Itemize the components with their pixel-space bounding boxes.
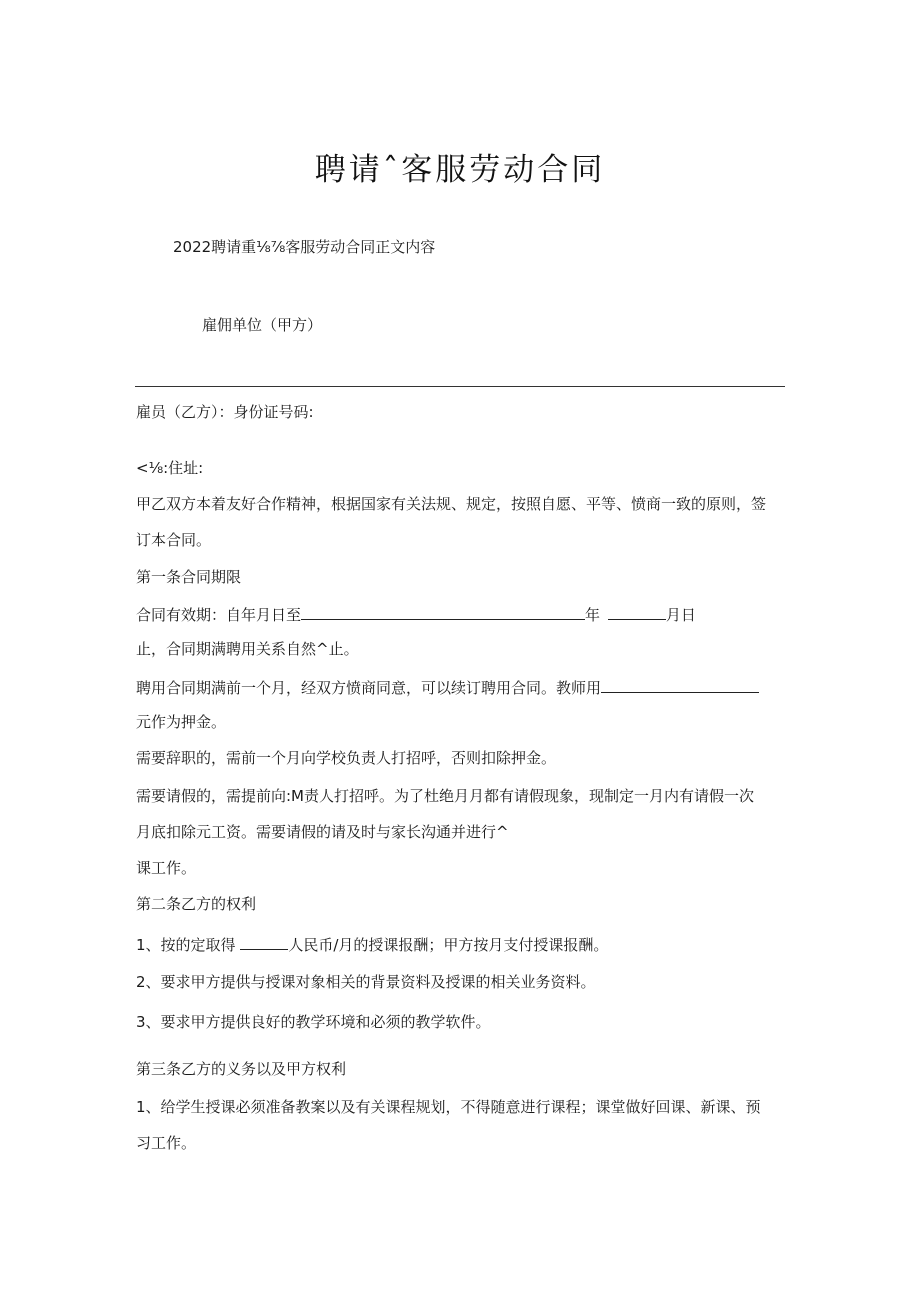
renewal-text: 聘用合同期满前一个月，经双方愤商同意，可以续订聘用合同。教师用 (136, 679, 602, 697)
resignation-line: 需要辞职的，需前一个月向学校负责人打招呼，否则扣除押金。 (136, 749, 557, 767)
employer-label: 雇佣单位（甲方） (202, 316, 323, 334)
deposit-line: 元作为押金。 (136, 713, 227, 731)
term-prefix: 合同有效期：自年月日至 (136, 606, 302, 624)
right-item-3: 3、要求甲方提供良好的教学环境和必须的教学软件。 (136, 1013, 491, 1031)
address-line: <⅛:住址: (136, 459, 204, 477)
employee-id-line: 雇员（乙方）：身份证号码: (136, 403, 314, 421)
duty-item-1-line1: 1、给学生授课必须准备教案以及有关课程规划，不得随意进行课程；课堂做好回课、新课、预 (136, 1098, 761, 1116)
leave-line3: 课工作。 (136, 859, 197, 877)
intro-paragraph-line1: 甲乙双方本着友好合作精神，根据国家有关法规、规定，按照自愿、平等、愤商一致的原则，签 (136, 495, 767, 513)
leave-line2: 月底扣除元工资。需要请假的请及时与家长沟通并进行^ (136, 823, 509, 841)
renewal-line (136, 676, 759, 698)
right-item-1 (136, 933, 608, 955)
term-end-line: 止，合同期满聘用关系自然^止。 (136, 640, 359, 658)
article1-heading: 第一条合同期限 (136, 568, 242, 586)
employer-name-line (135, 386, 785, 387)
duty-item-1-line2: 习工作。 (136, 1134, 197, 1152)
contract-term-line (136, 603, 696, 625)
document-title: 聘请ˆ客服劳动合同 (314, 152, 606, 188)
term-year-label: 年 (585, 606, 601, 624)
leave-line1: 需要请假的，需提前向:M责人打招呼。为了杜绝月月都有请假现象，现制定一月内有请假一次 (136, 787, 754, 805)
article2-heading: 第二条乙方的权利 (136, 895, 257, 913)
right1-prefix: 1、按的定取得 (136, 936, 236, 954)
intro-paragraph-line2: 订本合同。 (136, 531, 212, 549)
deposit-amount-blank (601, 676, 759, 693)
term-end-date-blank (301, 603, 585, 620)
salary-amount-blank (240, 933, 288, 950)
document-subtitle: 2022聘请重⅛⅞客服劳动合同正文内容 (173, 238, 436, 256)
right-item-2: 2、要求甲方提供与授课对象相关的背景资料及授课的相关业务资料。 (136, 973, 596, 991)
article3-heading: 第三条乙方的义务以及甲方权利 (136, 1060, 347, 1078)
term-monthday-label: 月日 (665, 606, 696, 624)
term-month-blank (608, 603, 666, 620)
right1-suffix: 人民币/月的授课报酬；甲方按月支付授课报酬。 (288, 936, 609, 954)
